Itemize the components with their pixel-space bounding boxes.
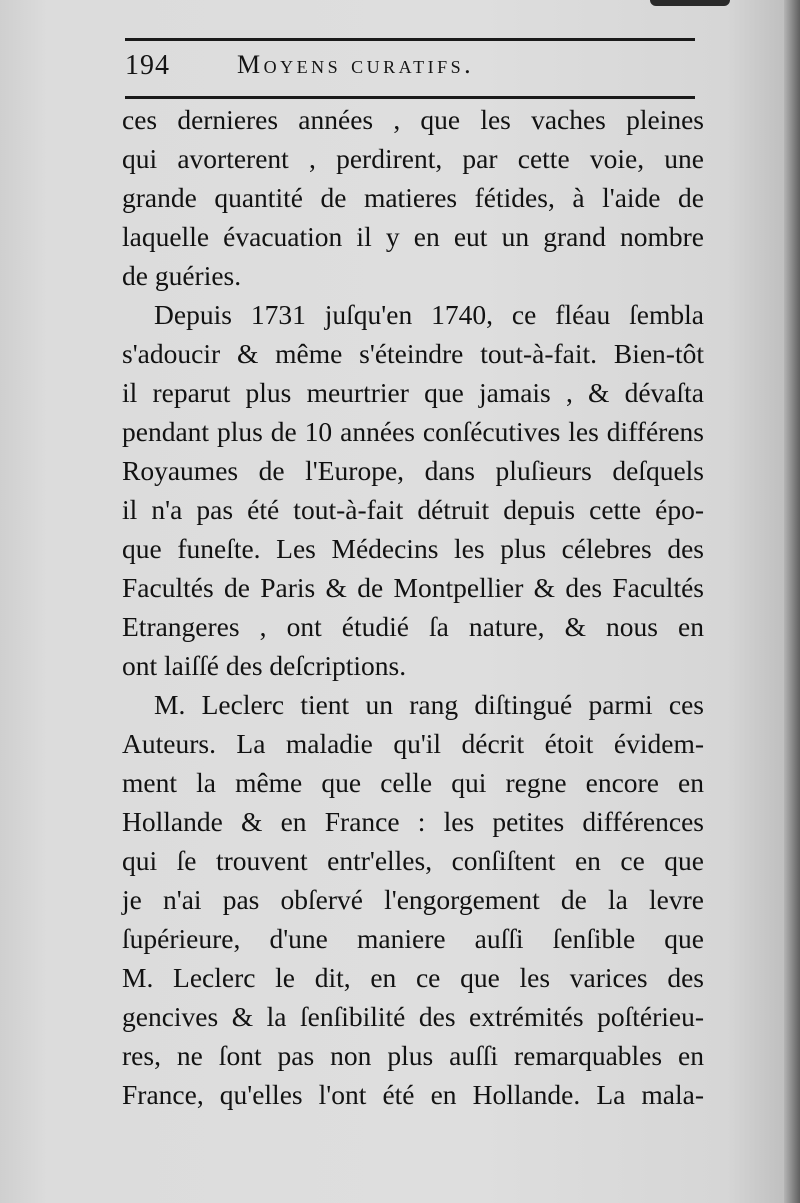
running-title: Moyens curatifs. — [237, 50, 475, 79]
text-line: M. Leclerc le dit, en ce que les varices des — [122, 962, 704, 993]
text-line: pendant plus de 10 années conſécutives les différens — [122, 416, 704, 447]
text-line: ont laiſſé des deſcriptions. — [122, 650, 407, 681]
text-line: Facultés de Paris & de Montpellier & des Facultés — [122, 572, 704, 603]
text-line: de guéries. — [122, 260, 242, 291]
text-line: s'adoucir & même s'éteindre tout-à-fait. Bien-tôt — [122, 338, 704, 369]
text-line: Hollande & en France : les petites différences — [122, 806, 704, 837]
text-line: Auteurs. La maladie qu'il décrit étoit évidem- — [122, 728, 704, 759]
paragraph — [122, 295, 704, 685]
text-line: ſupérieure, d'une maniere auſſi ſenſible que — [122, 923, 704, 954]
text-line: ces dernieres années , que les vaches pleines — [122, 104, 704, 135]
page-edge-shadow — [784, 0, 800, 1203]
text-line: grande quantité de matieres fétides, à l'aide de — [122, 182, 704, 213]
text-line: gencives & la ſenſibilité des extrémités poſtérieu- — [122, 1001, 704, 1032]
paragraph — [122, 685, 704, 1114]
paragraph — [122, 100, 704, 295]
text-line: ment la même que celle qui regne encore en — [122, 767, 704, 798]
body-text — [122, 100, 704, 1114]
header-top-rule — [125, 38, 695, 41]
text-line: je n'ai pas obſervé l'engorgement de la levre — [122, 884, 704, 915]
text-line: laquelle évacuation il y en eut un grand nombre — [122, 221, 704, 252]
text-line: res, ne ſont pas non plus auſſi remarquables en — [122, 1040, 704, 1071]
text-line: il reparut plus meurtrier que jamais , & dévaſta — [122, 377, 704, 408]
header-bottom-rule — [125, 96, 695, 99]
page-number: 194 — [125, 50, 170, 81]
text-line: Etrangeres , ont étudié ſa nature, & nous en — [122, 611, 704, 642]
text-line: il n'a pas été tout-à-fait détruit depuis cette épo- — [122, 494, 704, 525]
text-line: Depuis 1731 juſqu'en 1740, ce fléau ſembla — [154, 299, 704, 330]
ink-blot — [650, 0, 730, 6]
text-line: France, qu'elles l'ont été en Hollande. La mala- — [122, 1079, 704, 1110]
text-line: Royaumes de l'Europe, dans pluſieurs deſquels — [122, 455, 704, 486]
text-line: M. Leclerc tient un rang diſtingué parmi ces — [154, 689, 704, 720]
text-line: qui avorterent , perdirent, par cette voie, une — [122, 143, 704, 174]
running-header — [125, 44, 695, 88]
text-line: que funeſte. Les Médecins les plus célebres des — [122, 533, 704, 564]
text-line: qui ſe trouvent entr'elles, conſiſtent en ce que — [122, 845, 704, 876]
